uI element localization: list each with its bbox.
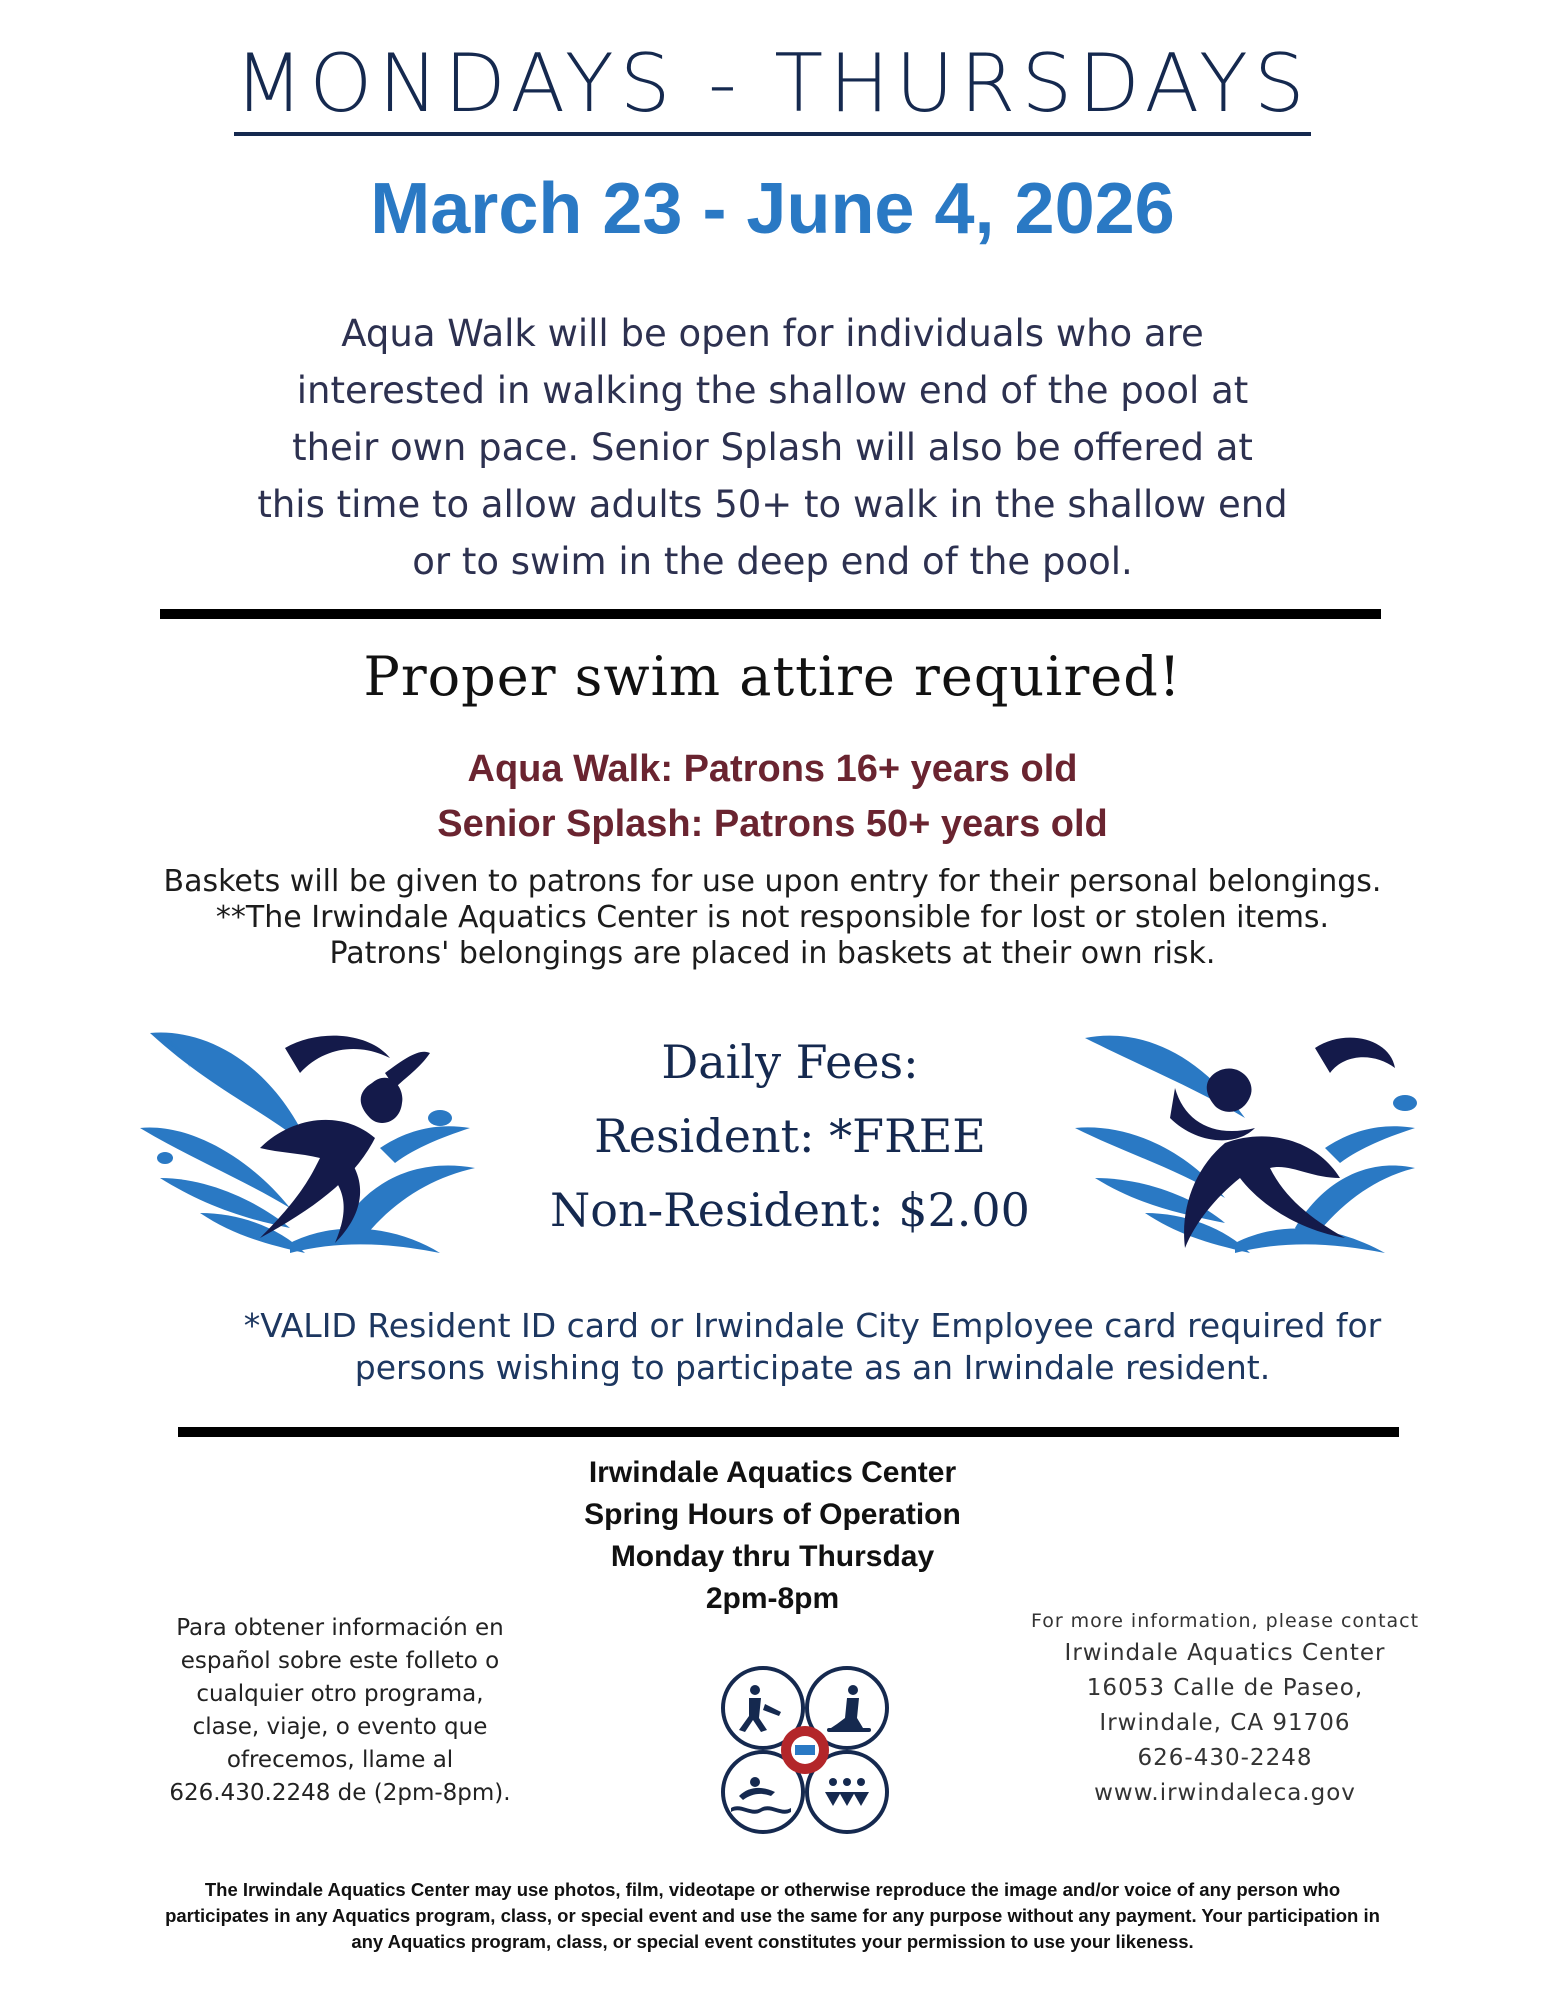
hours-line: Irwindale Aquatics Center xyxy=(588,1456,957,1489)
age-requirements xyxy=(0,742,1545,852)
swimmer-splash-right-icon xyxy=(1075,1028,1420,1258)
spanish-line: cualquier otro programa, xyxy=(196,1681,484,1707)
spanish-line: español sobre este folleto o xyxy=(180,1648,500,1674)
hours-line: 2pm-8pm xyxy=(705,1582,840,1615)
aqua-walk-age: Aqua Walk: Patrons 16+ years old xyxy=(467,748,1078,790)
spanish-line: ofrecemos, llame al xyxy=(226,1747,454,1773)
contact-name: Irwindale Aquatics Center xyxy=(1064,1640,1386,1666)
intro-line: Aqua Walk will be open for individuals who are xyxy=(341,312,1204,355)
hours-line: Monday thru Thursday xyxy=(610,1540,935,1573)
fee-resident: Resident: *FREE xyxy=(594,1109,986,1163)
disclaimer-line: any Aquatics program, class, or special event constitutes your permission to use your likeness. xyxy=(351,1931,1194,1952)
baskets-notice xyxy=(40,864,1505,972)
hours-line: Spring Hours of Operation xyxy=(584,1498,961,1531)
intro-paragraph xyxy=(200,305,1345,590)
contact-heading: For more information, please contact xyxy=(1030,1610,1420,1632)
disclaimer-line: participates in any Aquatics program, class, or special event and use the same for any purpose without any payment. Your participation in xyxy=(165,1905,1380,1926)
intro-line: their own pace. Senior Splash will also be offered at xyxy=(292,426,1253,469)
swimmer-splash-left-icon xyxy=(140,1028,480,1258)
spanish-line: clase, viaje, o evento que xyxy=(192,1714,488,1740)
hours-of-operation xyxy=(0,1452,1545,1620)
contact-website[interactable]: www.irwindaleca.gov xyxy=(1094,1780,1356,1806)
intro-line: interested in walking the shallow end of the pool at xyxy=(296,369,1249,412)
page-title xyxy=(0,38,1545,136)
contact-street: 16053 Calle de Paseo, xyxy=(1086,1675,1364,1701)
valid-line: *VALID Resident ID card or Irwindale City Employee card required for xyxy=(243,1306,1382,1345)
contact-city: Irwindale, CA 91706 xyxy=(1099,1710,1351,1736)
valid-line: persons wishing to participate as an Irwindale resident. xyxy=(354,1348,1271,1387)
contact-phone: 626-430-2248 xyxy=(1137,1745,1313,1771)
aquatics-program-logo-icon xyxy=(715,1660,895,1840)
baskets-line: Baskets will be given to patrons for use upon entry for their personal belongings. xyxy=(163,864,1382,899)
senior-splash-age: Senior Splash: Patrons 50+ years old xyxy=(437,803,1108,845)
title-text: MONDAYS - THURSDAYS xyxy=(234,38,1310,136)
intro-line: or to swim in the deep end of the pool. xyxy=(412,540,1133,583)
spanish-line: 626.430.2248 de (2pm-8pm). xyxy=(169,1780,511,1806)
spanish-line: Para obtener información en xyxy=(176,1615,504,1641)
daily-fees xyxy=(520,1025,1060,1247)
disclaimer-line: The Irwindale Aquatics Center may use photos, film, videotape or otherwise reproduce the image and/or voice of any person who xyxy=(204,1879,1341,1900)
media-release-disclaimer xyxy=(120,1877,1425,1955)
divider xyxy=(160,609,1381,619)
fees-heading: Daily Fees: xyxy=(661,1035,919,1089)
intro-line: this time to allow adults 50+ to walk in the shallow end xyxy=(257,483,1288,526)
fee-non-resident: Non-Resident: $2.00 xyxy=(550,1183,1030,1237)
baskets-line: **The Irwindale Aquatics Center is not responsible for lost or stolen items. xyxy=(215,900,1330,935)
spanish-info xyxy=(140,1612,540,1810)
attire-heading: Proper swim attire required! xyxy=(363,645,1182,708)
contact-info xyxy=(1010,1606,1440,1811)
resident-id-note xyxy=(140,1305,1485,1389)
date-range: March 23 - June 4, 2026 xyxy=(370,169,1175,249)
baskets-line: Patrons' belongings are placed in baskets at their own risk. xyxy=(329,936,1216,971)
divider xyxy=(178,1427,1399,1437)
